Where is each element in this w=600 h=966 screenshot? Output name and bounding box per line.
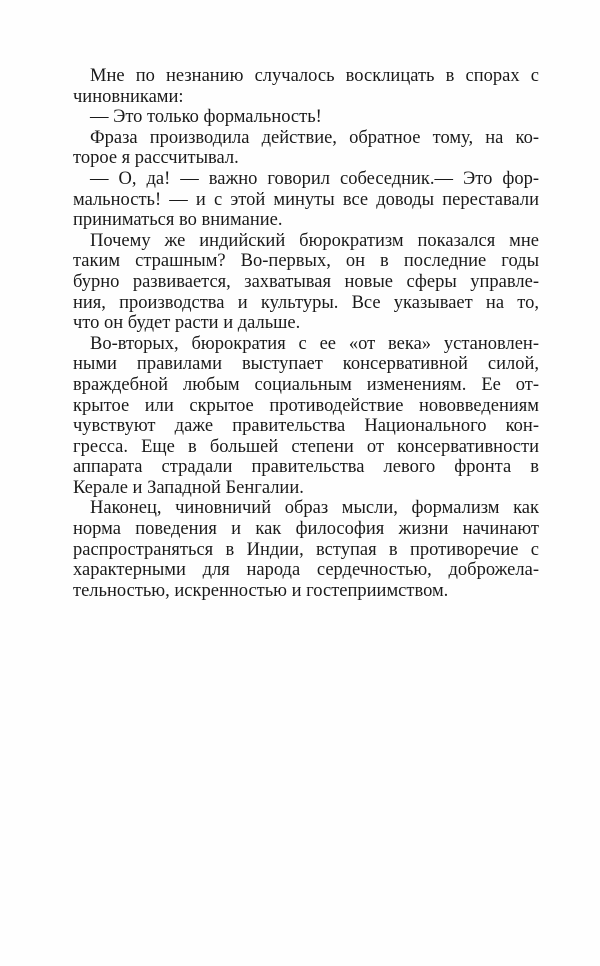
text-line: таким страшным? Во-первых, он в последние годы xyxy=(73,251,539,272)
paragraph xyxy=(73,107,539,128)
text-line: Почему же индийский бюрократизм показался мне xyxy=(90,230,539,251)
text-line: чиновниками: xyxy=(73,86,184,107)
text-line: крытое или скрытое противодействие нововведениям xyxy=(73,395,539,416)
text-line: торое я рассчитывал. xyxy=(73,148,239,169)
text-line: тельностью, искренностью и гостеприимством. xyxy=(73,580,449,601)
text-line: ными правилами выступает консервативной силой, xyxy=(73,354,539,375)
text-line: Во-вторых, бюрократия с ее «от века» установлен- xyxy=(90,333,539,354)
text-line: Фраза производила действие, обратное тому, на ко- xyxy=(90,127,539,148)
paragraph xyxy=(73,334,539,499)
text-line: — О, да! — важно говорил собеседник.— Это фор- xyxy=(90,168,539,189)
text-line: Наконец, чиновничий образ мысли, формализм как xyxy=(90,498,539,519)
text-line: аппарата страдали правительства левого фронта в xyxy=(73,457,539,478)
text-line: — Это только формальность! xyxy=(90,107,322,128)
text-line: чувствуют даже правительства Национального кон- xyxy=(73,416,539,437)
text-line: гресса. Еще в большей степени от консервативности xyxy=(73,436,539,457)
paragraph xyxy=(73,169,539,231)
text-line: приниматься во внимание. xyxy=(73,210,283,231)
paragraph xyxy=(73,66,539,107)
text-line: распространяться в Индии, вступая в противоречие с xyxy=(73,539,539,560)
text-line: норма поведения и как философия жизни начинают xyxy=(73,519,539,540)
text-line: что он будет расти и дальше. xyxy=(73,313,301,334)
text-line: характерными для народа сердечностью, доброжела- xyxy=(73,560,539,581)
text-line: бурно развивается, захватывая новые сферы управле- xyxy=(73,271,539,292)
paragraph xyxy=(73,231,539,334)
paragraph xyxy=(73,498,539,601)
text-line: враждебной любым социальным изменениям. Ее от- xyxy=(73,374,539,395)
text-line: мальность! — и с этой минуты все доводы переставали xyxy=(73,189,539,210)
text-line: ния, производства и культуры. Все указывает на то, xyxy=(73,292,539,313)
paragraph xyxy=(73,128,539,169)
text-line: Керале и Западной Бенгалии. xyxy=(73,477,304,498)
text-line: Мне по незнанию случалось восклицать в спорах с xyxy=(90,66,539,86)
document-page xyxy=(73,66,539,601)
